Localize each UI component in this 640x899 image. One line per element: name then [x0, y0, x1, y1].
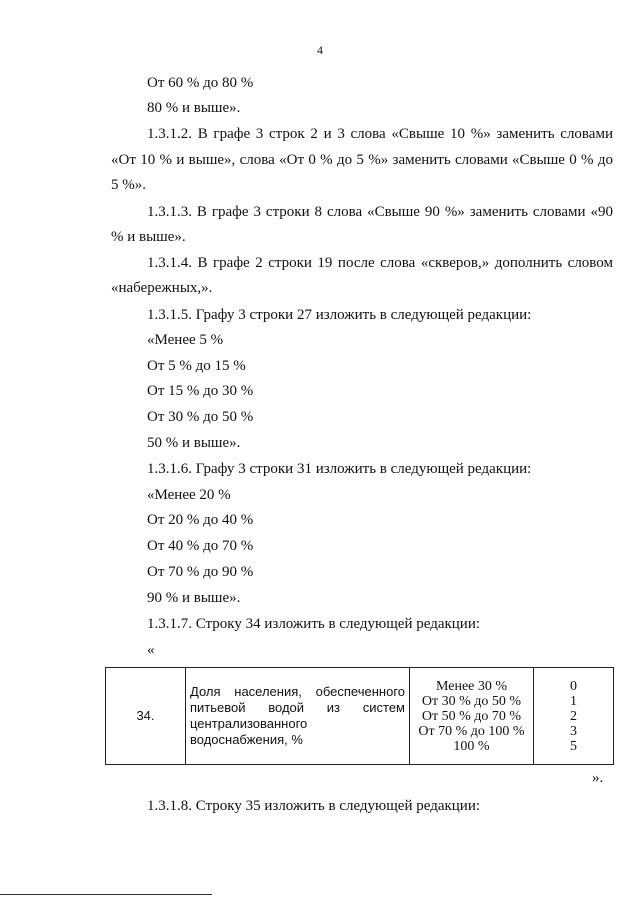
text-line-40-to-70: От 40 % до 70 %: [147, 538, 254, 554]
score-item: 2: [570, 708, 577, 724]
range-item: Менее 30 %: [435, 678, 508, 694]
text-line-90-and-above: 90 % и выше».: [147, 590, 241, 606]
paragraph-1-3-1-4-line-2: «набережных,».: [111, 280, 213, 296]
text-line-70-to-90: От 70 % до 90 %: [147, 564, 254, 580]
text-line-range-60-80: От 60 % до 80 %: [147, 75, 254, 91]
range-item: От 50 % до 70 %: [421, 708, 522, 724]
paragraph-1-3-1-5: 1.3.1.5. Графу 3 строки 27 изложить в следующей редакции:: [147, 307, 532, 323]
range-item: От 30 % до 50 %: [421, 693, 522, 709]
paragraph-1-3-1-2-line-3: 5 %».: [111, 177, 146, 193]
description-line: водоснабжения, %: [190, 732, 303, 747]
footer-divider: [0, 894, 212, 895]
range-item: 100 %: [453, 738, 490, 754]
text-line-20-to-40: От 20 % до 40 %: [147, 512, 254, 528]
table-row: [106, 668, 614, 765]
score-item: 0: [570, 678, 577, 694]
score-item: 3: [570, 723, 577, 739]
description-line: питьевой водой из систем: [190, 700, 405, 715]
row-34-table: [105, 667, 614, 765]
scores-cell: [534, 668, 614, 765]
value-ranges-cell: [410, 668, 534, 765]
close-quote: ».: [592, 770, 604, 786]
text-line-less-than-20: «Менее 20 %: [147, 487, 231, 503]
paragraph-1-3-1-7: 1.3.1.7. Строку 34 изложить в следующей редакции:: [147, 616, 481, 632]
indicator-description-cell: [186, 668, 410, 765]
score-item: 5: [570, 738, 577, 754]
text-line-80-and-above: 80 % и выше».: [147, 100, 241, 116]
row-number-cell: [106, 668, 186, 765]
paragraph-1-3-1-8: 1.3.1.8. Строку 35 изложить в следующей редакции:: [147, 798, 481, 814]
text-line-less-than-5: «Менее 5 %: [147, 332, 224, 348]
page-number: 4: [317, 43, 323, 57]
text-line-50-and-above: 50 % и выше».: [147, 435, 241, 451]
range-item: От 70 % до 100 %: [418, 723, 525, 739]
paragraph-1-3-1-3-line-2: % и выше».: [111, 229, 186, 245]
paragraph-1-3-1-3-line-1: 1.3.1.3. В графе 3 строки 8 слова «Свыше 90 %» заменить словами «90: [147, 204, 613, 220]
text-line-15-to-30: От 15 % до 30 %: [147, 383, 254, 399]
open-quote: «: [147, 642, 155, 658]
text-line-5-to-15: От 5 % до 15 %: [147, 358, 246, 374]
description-line: централизованного: [190, 716, 308, 731]
description-line: Доля населения, обеспеченного: [190, 684, 405, 699]
row-number: 34.: [136, 708, 155, 723]
paragraph-1-3-1-2-line-1: 1.3.1.2. В графе 3 строк 2 и 3 слова «Свыше 10 %» заменить словами: [147, 126, 613, 142]
score-item: 1: [570, 693, 577, 709]
text-line-30-to-50: От 30 % до 50 %: [147, 409, 254, 425]
paragraph-1-3-1-6: 1.3.1.6. Графу 3 строки 31 изложить в следующей редакции:: [147, 461, 532, 477]
paragraph-1-3-1-4-line-1: 1.3.1.4. В графе 2 строки 19 после слова «скверов,» дополнить словом: [147, 255, 613, 271]
paragraph-1-3-1-2-line-2: «От 10 % и выше», слова «От 0 % до 5 %» заменить словами «Свыше 0 % до: [111, 152, 613, 168]
